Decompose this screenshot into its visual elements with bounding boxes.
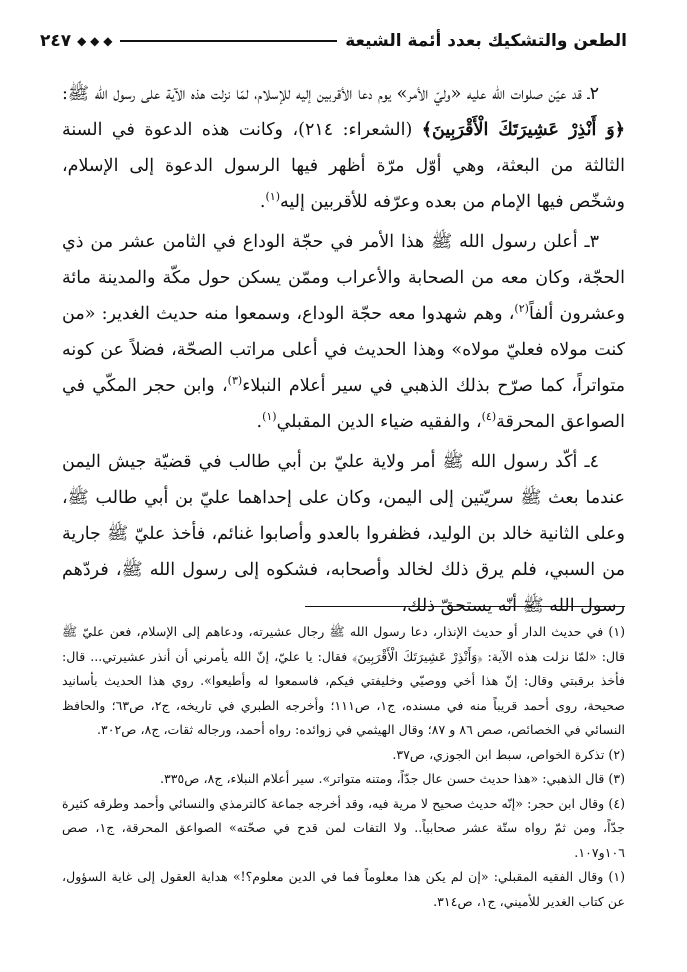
running-header: [40, 26, 627, 56]
quran-verse: ﴿وَ أَنْذِرْ عَشِيرَتَكَ الْأَقْرَبِينَ﴾: [421, 120, 625, 140]
page-number: ٢٤٧: [40, 31, 72, 51]
footnote-ref[interactable]: (٣): [227, 374, 243, 388]
footnote: (٤) وقال ابن حجر: «إنّه حديث صحيح لا مرية فيه، وقد أخرجه جماعة كالترمذي والنسائي وأحمد وطرقه كثيرة جدّاً، ومن ثمّ رواه ستّة عشر صحابياً.. ولا التفات لمن قدح في صحّته» الصواعق المحرقة، ج١، صص ١٠٦و١٠٧.: [62, 795, 625, 860]
paragraph-2: ٢ـ قد عيّن صلوات الله عليه «وليّ الأمر» يوم دعا الأقربين إليه للإسلام، لمّا نزلت هذه الآية على رسول الله ﷺ: ﴿وَ أَنْذِرْ عَشِيرَتَكَ الْأَقْرَبِينَ﴾ (الشعراء: ٢١٤)، وكانت هذه الدعوة في السنة الثالثة من البعثة، وهي أوّل مرّة أظهر فيها الرسول الدعوة إلى الإسلام، وشخّص فيها الإمام من بعده وعرّفه للأقربين إليه$^{(١)}$.: [62, 84, 625, 212]
footnote-ref[interactable]: (٤): [481, 410, 497, 424]
main-text: [62, 76, 625, 628]
footnote: (١) في حديث الدار أو حديث الإنذار، دعا رسول الله ﷺ رجال عشيرته، ودعاهم إلى الإسلام، فعن عليّ ﷺ قال: «لمّا نزلت هذه الآية: ﴿وَأَنْذِرْ عَشِيرَتَكَ الْأَقْرَبِينَ﴾ فقال: يا عليّ، إنّ الله يأمرني أن أنذر عشيرتي... قال: فأخذ برقبتي وقال: إنّ هذا أخي ووصيّي وخليفتي فيكم، فاسمعوا له وأطيعوا». روي هذا الحديث بأسانيد صحيحة، روى أحمد قريباً منه في مسنده، ج١، ص١١١؛ وأخرجه الطبري في تاريخه، ج٢، ص٦٣؛ والحافظ النسائي في الخصائص، صص ٨٦ و ٨٧؛ وقال الهيثمي في زوائده: رواه أحمد، ورجاله ثقات، ج٨، ص٣٠٢.: [62, 624, 625, 737]
paragraph-3: ٣ـ أعلن رسول الله ﷺ هذا الأمر في حجّة الوداع في الثامن عشر من ذي الحجّة، وكان معه من الصحابة والأعراب وممّن يسكن حول مكّة والمدينة مائة وعشرون ألفاً$^{(٢)}$، وهم شهدوا معه حجّة الوداع، وسمعوا منه حديث الغدير: «من كنت مولاه فعليّ مولاه» وهذا الحديث في أعلى مراتب الصحّة، فضلاً عن كونه متواتراً، كما صرّح بذلك الذهبي في سير أعلام النبلاء$^{(٣)}$، وابن حجر المكّي في الصواعق المحرقة$^{(٤)}$، والفقيه ضياء الدين المقبلي$^{(١)}$.: [62, 232, 626, 432]
header-rule: [120, 40, 337, 42]
footnote-separator: [305, 606, 625, 607]
header-ornament: ◆ ◆ ◆: [77, 34, 113, 48]
footnote-ref[interactable]: (٢): [514, 302, 529, 316]
footnote: (١) وقال الفقيه المقبلي: «إن لم يكن هذا معلوماً فما في الدين معلوم؟!» هداية العقول إلى غاية السؤول، عن كتاب الغدير للأميني، ج١، ص٣١٤.: [62, 869, 625, 909]
paragraph-4: ٤ـ أكّد رسول الله ﷺ أمر ولاية عليّ بن أبي طالب في قضيّة جيش اليمن عندما بعث ﷺ سريّتين إلى اليمن، وكان على إحداهما عليّ بن أبي طالب ﷺ، وعلى الثانية خالد بن الوليد، فظفروا بالعدو وأصابوا غنائم، فأخذ عليّ ﷺ جارية من السبي، فلم يرق ذلك لخالد وأصحابه، فشكوه إلى رسول الله ﷺ، فردّهم رسول الله ﷺ أنّه يستحقّ ذلك،: [62, 452, 625, 616]
footnote-ref[interactable]: (١): [265, 190, 280, 204]
footnote: (٣) قال الذهبي: «هذا حديث حسن عال جدّاً، ومتنه متواتر». سير أعلام النبلاء، ج٨، ص٣٣٥.: [159, 771, 625, 786]
header-title: الطعن والتشكيك بعدد أئمة الشيعة: [345, 31, 627, 51]
footnotes: [62, 620, 625, 914]
footnote-ref[interactable]: (١): [262, 410, 277, 424]
footnote: (٢) تذكرة الخواص، سبط ابن الجوزي، ص٣٧.: [392, 746, 625, 762]
